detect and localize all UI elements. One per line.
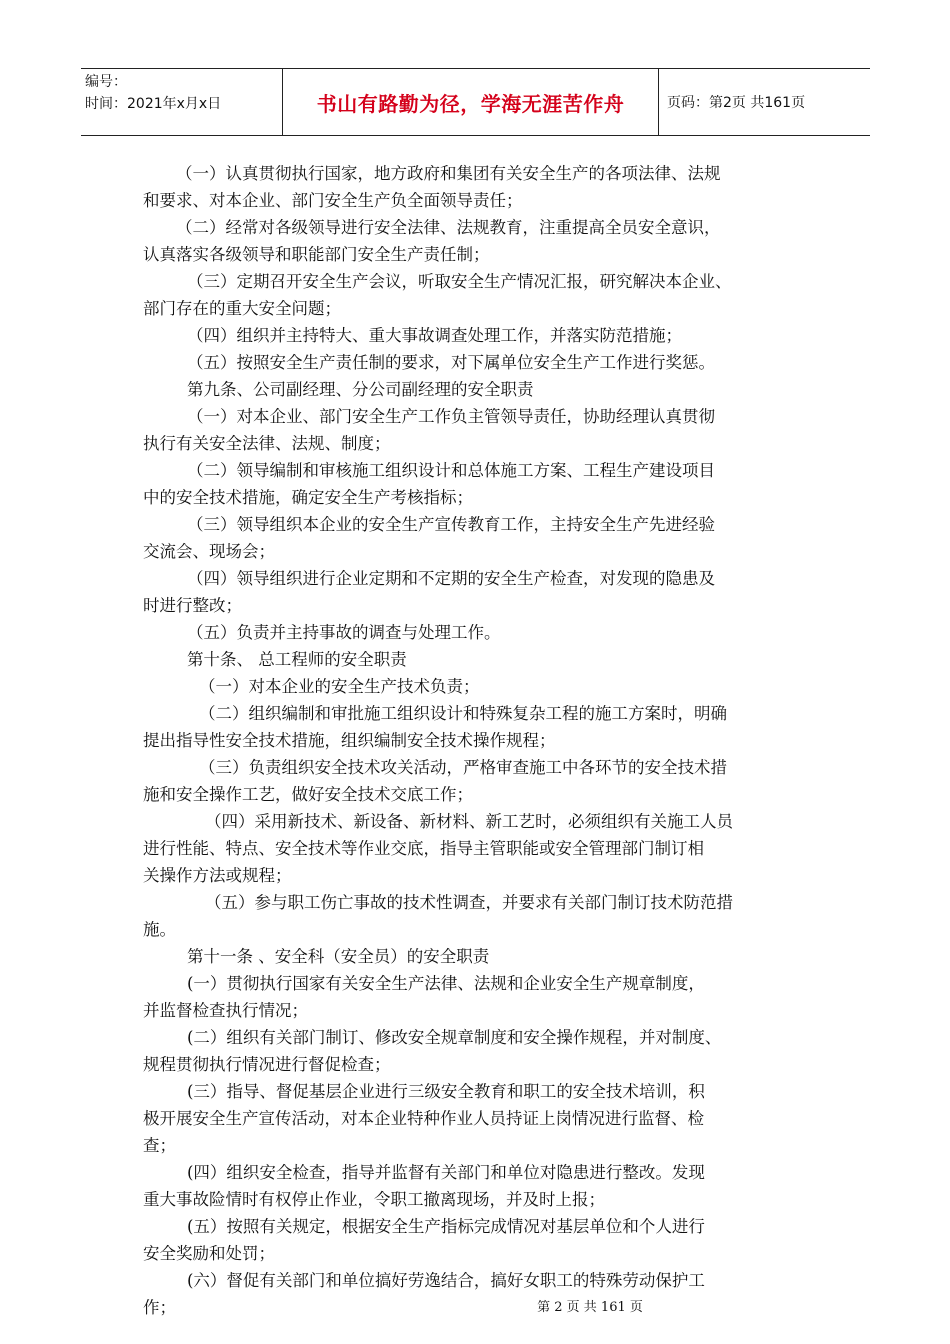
body-line: 认真落实各级领导和职能部门安全生产责任制； [143,245,490,264]
document-number-label: 编号： [85,74,127,90]
body-line: （四）组织并主持特大、重大事故调查处理工作，并落实防范措施； [187,326,682,345]
body-line: （三）领导组织本企业的安全生产宣传教育工作，主持安全生产先进经验 [187,515,715,534]
body-line: 关操作方法或规程； [143,866,292,885]
body-line: 进行性能、特点、安全技术等作业交底，指导主管职能或安全管理部门制订相 [143,839,704,858]
body-line: （二）经常对各级领导进行安全法律、法规教育，注重提高全员安全意识， [176,218,721,237]
page-footer [0,1296,950,1315]
document-body [143,160,805,1321]
body-line: 时进行整改； [143,596,242,615]
body-line: 查； [143,1136,176,1155]
body-line: （四）采用新技术、新设备、新材料、新工艺时，必须组织有关施工人员 [205,812,733,831]
body-line: 施。 [143,920,176,939]
body-line: （五）参与职工伤亡事故的技术性调查，并要求有关部门制订技术防范措 [205,893,733,912]
body-line: （一）对本企业、部门安全生产工作负主管领导责任，协助经理认真贯彻 [187,407,715,426]
body-line: 和要求、对本企业、部门安全生产负全面领导责任； [143,191,523,210]
body-line: （一）对本企业的安全生产技术负责； [199,677,480,696]
body-line: 作； [143,1298,176,1317]
body-line: 并监督检查执行情况； [143,1001,308,1020]
header-page-info: 页码：第2页 共161页 [667,95,806,111]
body-line: 执行有关安全法律、法规、制度； [143,434,391,453]
body-line: （三）定期召开安全生产会议，听取安全生产情况汇报，研究解决本企业、 [187,272,732,291]
body-line: 重大事故险情时有权停止作业，令职工撤离现场，并及时上报； [143,1190,605,1209]
footer-page-number: 第 2 页 共 161 页 [537,1300,643,1315]
header-slogan: 书山有路勤为径，学海无涯苦作舟 [283,69,659,135]
body-line: 第十条、 总工程师的安全职责 [187,650,407,669]
body-line: (六）督促有关部门和单位搞好劳逸结合，搞好女职工的特殊劳动保护工 [187,1271,705,1290]
body-line: (五）按照有关规定，根据安全生产指标完成情况对基层单位和个人进行 [187,1217,705,1236]
body-line: 中的安全技术措施，确定安全生产考核指标； [143,488,473,507]
body-line: (一）贯彻执行国家有关安全生产法律、法规和企业安全生产规章制度， [187,974,705,993]
body-line: （一）认真贯彻执行国家，地方政府和集团有关安全生产的各项法律、法规 [176,164,721,183]
body-line: 提出指导性安全技术措施，组织编制安全技术操作规程； [143,731,556,750]
body-line: （三）负责组织安全技术攻关活动，严格审查施工中各环节的安全技术措 [199,758,727,777]
body-line: (四）组织安全检查，指导并监督有关部门和单位对隐患进行整改。发现 [187,1163,705,1182]
body-line: （五）负责并主持事故的调查与处理工作。 [187,623,501,642]
document-time-label: 时间：2021年x月x日 [85,96,222,112]
body-line: （五）按照安全生产责任制的要求，对下属单位安全生产工作进行奖惩。 [187,353,715,372]
body-line: (二）组织有关部门制订、修改安全规章制度和安全操作规程，并对制度、 [187,1028,722,1047]
body-line: 部门存在的重大安全问题； [143,299,341,318]
body-line: （四）领导组织进行企业定期和不定期的安全生产检查，对发现的隐患及 [187,569,715,588]
body-line: 施和安全操作工艺，做好安全技术交底工作； [143,785,473,804]
body-line: （二）组织编制和审批施工组织设计和特殊复杂工程的施工方案时，明确 [199,704,727,723]
body-line: (三）指导、督促基层企业进行三级安全教育和职工的安全技术培训，积 [187,1082,705,1101]
body-line: （二）领导编制和审核施工组织设计和总体施工方案、工程生产建设项目 [187,461,715,480]
body-line: 极开展安全生产宣传活动，对本企业特种作业人员持证上岗情况进行监督、检 [143,1109,704,1128]
body-line: 规程贯彻执行情况进行督促检查； [143,1055,391,1074]
body-line: 交流会、现场会； [143,542,275,561]
header-meta [81,69,283,135]
page-header [81,68,870,136]
body-line: 第十一条 、安全科（安全员）的安全职责 [187,947,490,966]
body-line: 第九条、公司副经理、分公司副经理的安全职责 [187,380,534,399]
body-line: 安全奖励和处罚； [143,1244,275,1263]
